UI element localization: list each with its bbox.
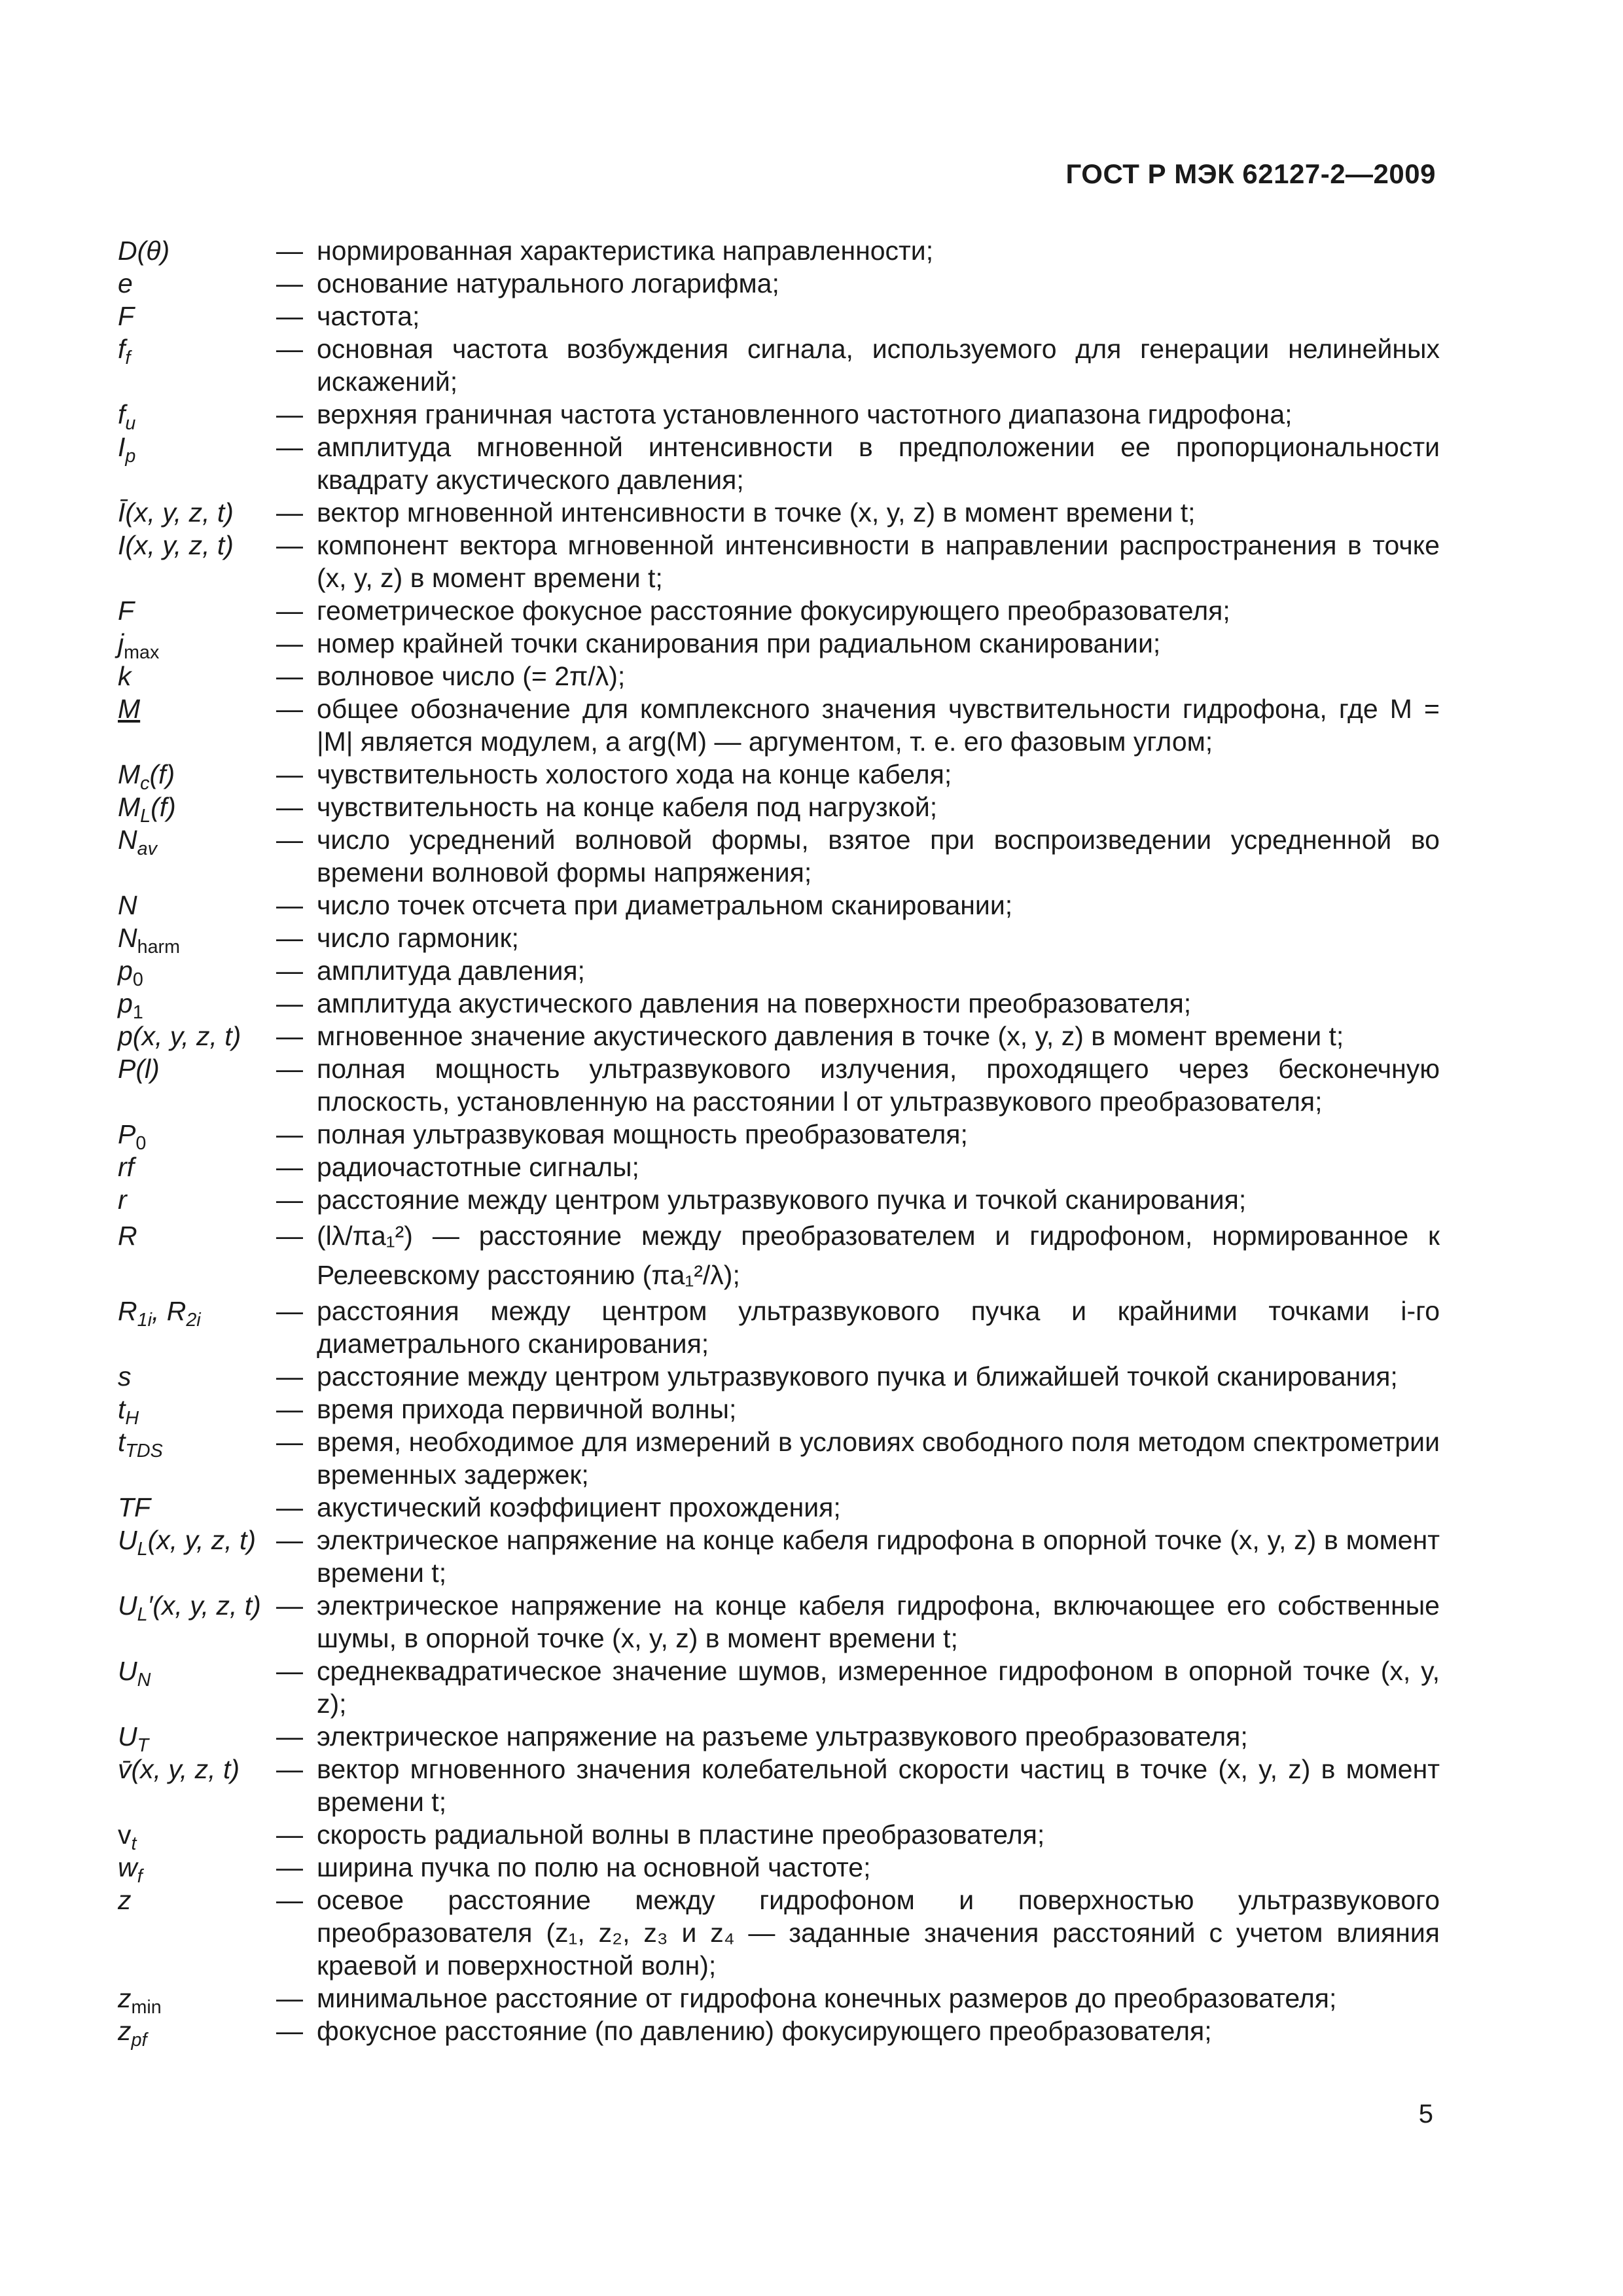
definition-row: [118, 332, 1440, 398]
symbol-subscript: H: [125, 1408, 139, 1429]
dash: —: [276, 1394, 303, 1424]
dash: —: [276, 1021, 303, 1051]
description: скорость радиальной волны в пластине преобразователя;: [317, 1820, 1045, 1850]
dash: —: [276, 1221, 303, 1251]
description: компонент вектора мгновенной интенсивности в направлении распространения в точке (x, y, z) в момент времени t;: [317, 530, 1440, 593]
symbol: [118, 332, 276, 369]
description: вектор мгновенной интенсивности в точке (x, y, z) в момент времени t;: [317, 497, 1196, 528]
definition-row: [118, 431, 1440, 496]
symbol: [118, 398, 276, 435]
symbol-base: t: [118, 1427, 126, 1457]
definition-row: [118, 398, 1440, 435]
symbol: R: [118, 1221, 137, 1251]
symbol: [118, 1426, 276, 1462]
symbol: [118, 791, 276, 827]
description: полная ультразвуковая мощность преобразователя;: [317, 1119, 968, 1149]
symbol: [118, 954, 276, 991]
symbol: [118, 987, 276, 1024]
definition-row: [118, 1524, 1440, 1589]
description: радиочастотные сигналы;: [317, 1152, 639, 1182]
symbol: rf: [118, 1152, 135, 1182]
dash: —: [276, 694, 303, 724]
symbol-subscript: harm: [137, 937, 180, 958]
dash: —: [276, 661, 303, 691]
definition-row: [118, 234, 1440, 267]
definition-row: [118, 823, 1440, 889]
description: амплитуда давления;: [317, 956, 585, 986]
dash: —: [276, 1820, 303, 1850]
definition-row: [118, 1216, 1440, 1295]
description: электрическое напряжение на разъеме ультразвукового преобразователя;: [317, 1721, 1248, 1751]
definition-row: [118, 1655, 1440, 1720]
description: расстояние между центром ультразвукового пучка и точкой сканирования;: [317, 1185, 1247, 1215]
description: основная частота возбуждения сигнала, используемого для генерации нелинейных искажений;: [317, 334, 1440, 397]
symbol-subscript: 1: [132, 1002, 143, 1024]
symbol-subscript: p: [125, 446, 136, 467]
dash: —: [276, 1525, 303, 1555]
symbol: [118, 1524, 276, 1560]
description: волновое число (= 2π/λ);: [317, 661, 626, 691]
definition-row: [118, 889, 1440, 922]
definition-row: [118, 1753, 1440, 1818]
description: осевое расстояние между гидрофоном и поверхностью ультразвукового преобразователя (z₁, z₂, z₃ и z₄ — заданные значения расстояний с учетом влияния краевой и поверхностной волн);: [317, 1885, 1440, 1981]
symbol: D(θ): [118, 236, 170, 266]
symbol-base: N: [118, 923, 137, 953]
symbol-subscript: L: [137, 1604, 148, 1626]
description: чувствительность холостого хода на конце кабеля;: [317, 759, 952, 789]
definition-row: [118, 922, 1440, 958]
symbol-base: z: [118, 1983, 132, 2013]
symbol-base: U: [118, 1721, 137, 1751]
definition-row: [118, 660, 1440, 692]
definition-row: [118, 692, 1440, 758]
definition-row: [118, 1052, 1440, 1118]
description: электрическое напряжение на конце кабеля гидрофона в опорной точке (x, y, z) в момент времени t;: [317, 1525, 1440, 1588]
description: число точек отсчета при диаметральном сканировании;: [317, 890, 1013, 920]
description: число усреднений волновой формы, взятое при воспроизведении усредненной во времени волновой формы напряжения;: [317, 825, 1440, 888]
definition-row: [118, 1295, 1440, 1360]
symbol-base: U: [118, 1656, 137, 1686]
symbol-base: w: [118, 1852, 137, 1882]
symbol-subscript: pf: [131, 2030, 147, 2051]
definition-row: [118, 791, 1440, 827]
dash: —: [276, 792, 303, 822]
symbol: [118, 1393, 276, 1429]
symbol-tail: (f): [151, 792, 176, 822]
dash: —: [276, 1361, 303, 1391]
symbol: r: [118, 1185, 127, 1215]
symbol: v̄(x, y, z, t): [118, 1754, 240, 1784]
dash: —: [276, 1492, 303, 1522]
description: амплитуда акустического давления на поверхности преобразователя;: [317, 988, 1192, 1018]
definition-row: [118, 1982, 1440, 2018]
dash: —: [276, 1656, 303, 1686]
symbol-base: f: [118, 334, 126, 364]
dash: —: [276, 530, 303, 560]
symbol: I(x, y, z, t): [118, 530, 234, 560]
dash: —: [276, 1590, 303, 1621]
symbol-subscript: f: [137, 1866, 143, 1888]
symbol: [118, 922, 276, 958]
symbol-subscript: f: [125, 348, 131, 369]
dash: —: [276, 1983, 303, 2013]
definition-row: [118, 1183, 1440, 1216]
description: электрическое напряжение на конце кабеля гидрофона, включающее его собственные шумы, в опорной точке (x, y, z) в момент времени t;: [317, 1590, 1440, 1653]
definition-row: [118, 2015, 1440, 2051]
symbol: [118, 431, 276, 467]
description: частота;: [317, 301, 420, 331]
symbol: F: [118, 596, 135, 626]
symbol-base: U: [118, 1590, 137, 1621]
symbol-subscript: 0: [135, 1133, 147, 1155]
description: (lλ/πa₁²) — расстояние между преобразователем и гидрофоном, нормированное к Релеевскому расстоянию (πa₁²/λ);: [317, 1221, 1440, 1290]
dash: —: [276, 759, 303, 789]
symbol: [118, 1655, 276, 1691]
symbol: TF: [118, 1492, 151, 1522]
description: расстояние между центром ультразвукового пучка и ближайшей точкой сканирования;: [317, 1361, 1398, 1391]
definition-row: [118, 1884, 1440, 1982]
definition-row: [118, 1118, 1440, 1155]
definition-row: [118, 1426, 1440, 1491]
symbol-tail: (x, y, z, t): [147, 1525, 257, 1555]
symbol-base: N: [118, 825, 137, 855]
definition-row: [118, 496, 1440, 529]
description: время прихода первичной волны;: [317, 1394, 737, 1424]
symbol-tail: ′(x, y, z, t): [147, 1590, 261, 1621]
dash: —: [276, 432, 303, 462]
symbol-subscript: t: [131, 1833, 137, 1855]
symbol-base: R: [118, 1296, 137, 1326]
definition-row: [118, 1151, 1440, 1183]
symbol: [118, 2015, 276, 2051]
dash: —: [276, 628, 303, 658]
description: время, необходимое для измерений в условиях свободного поля методом спектрометрии временных задержек;: [317, 1427, 1440, 1490]
symbol-subscript: T: [137, 1735, 149, 1757]
dash: —: [276, 334, 303, 364]
symbol: M: [118, 694, 141, 724]
description: минимальное расстояние от гидрофона конечных размеров до преобразователя;: [317, 1983, 1337, 2013]
symbol: [118, 1982, 276, 2018]
symbol-base: U: [118, 1525, 137, 1555]
document-header: ГОСТ Р МЭК 62127-2—2009: [1065, 158, 1436, 189]
definition-row: [118, 1491, 1440, 1524]
symbol: [118, 1118, 276, 1155]
definition-row: [118, 1589, 1440, 1655]
description: общее обозначение для комплексного значения чувствительности гидрофона, где M = |M| является модулем, а arg(M) — аргументом, т. е. его фазовым углом;: [317, 694, 1440, 757]
symbol-subscript: 1i: [137, 1310, 152, 1331]
definition-row: [118, 594, 1440, 627]
dash: —: [276, 268, 303, 298]
symbol-subscript-2: 2i: [186, 1310, 201, 1331]
symbol: p(x, y, z, t): [118, 1021, 241, 1051]
description: полная мощность ультразвукового излучения, проходящего через бесконечную плоскость, установленную на расстоянии l от ультразвукового преобразователя;: [317, 1054, 1440, 1117]
description: фокусное расстояние (по давлению) фокусирующего преобразователя;: [317, 2016, 1212, 2046]
symbol: F: [118, 301, 135, 331]
dash: —: [276, 956, 303, 986]
definition-row: [118, 1393, 1440, 1429]
dash: —: [276, 1185, 303, 1215]
dash: —: [276, 890, 303, 920]
dash: —: [276, 1721, 303, 1751]
definition-row: [118, 758, 1440, 795]
symbol: [118, 1295, 276, 1331]
dash: —: [276, 1427, 303, 1457]
definitions-list: [118, 234, 1440, 2051]
symbol: [118, 1851, 276, 1888]
definition-row: [118, 1818, 1440, 1855]
symbol: P(l): [118, 1054, 160, 1084]
description: чувствительность на конце кабеля под нагрузкой;: [317, 792, 938, 822]
page-number: 5: [1418, 2100, 1433, 2128]
description: номер крайней точки сканирования при радиальном сканировании;: [317, 628, 1161, 658]
description: вектор мгновенного значения колебательной скорости частиц в точке (x, y, z) в момент времени t;: [317, 1754, 1440, 1817]
dash: —: [276, 236, 303, 266]
dash: —: [276, 399, 303, 429]
symbol-subscript: N: [137, 1670, 151, 1691]
dash: —: [276, 1119, 303, 1149]
description: амплитуда мгновенной интенсивности в предположении ее пропорциональности квадрату акустического давления;: [317, 432, 1440, 495]
dash: —: [276, 301, 303, 331]
description: число гармоник;: [317, 923, 519, 953]
symbol-base: M: [118, 792, 141, 822]
symbol: e: [118, 268, 133, 298]
symbol-base: f: [118, 399, 126, 429]
symbol-base: j: [118, 628, 124, 658]
dash: —: [276, 1852, 303, 1882]
symbol-subscript: min: [131, 1997, 162, 2018]
description: акустический коэффициент прохождения;: [317, 1492, 841, 1522]
symbol-subscript: u: [125, 413, 136, 435]
definition-row: [118, 627, 1440, 664]
symbol-base: t: [118, 1394, 126, 1424]
dash: —: [276, 1054, 303, 1084]
symbol: [118, 758, 276, 795]
symbol-subscript: max: [124, 642, 160, 664]
definition-row: [118, 1020, 1440, 1052]
symbol-base: v: [118, 1820, 132, 1850]
dash: —: [276, 923, 303, 953]
symbol: [118, 627, 276, 664]
symbol-subscript: av: [137, 838, 157, 860]
symbol-base: p: [118, 988, 133, 1018]
dash: —: [276, 596, 303, 626]
symbol: Ī(x, y, z, t): [118, 497, 234, 528]
definition-row: [118, 1720, 1440, 1757]
dash: —: [276, 497, 303, 528]
symbol-subscript: TDS: [125, 1441, 163, 1462]
definition-row: [118, 954, 1440, 991]
symbol: k: [118, 661, 132, 691]
dash: —: [276, 2016, 303, 2046]
description: основание натурального логарифма;: [317, 268, 779, 298]
dash: —: [276, 1296, 303, 1326]
dash: —: [276, 1754, 303, 1784]
symbol-base: P: [118, 1119, 136, 1149]
symbol: N: [118, 890, 137, 920]
definition-row: [118, 267, 1440, 300]
definition-row: [118, 1360, 1440, 1393]
definition-row: [118, 300, 1440, 332]
dash: —: [276, 825, 303, 855]
symbol-base: z: [118, 2016, 132, 2046]
description: среднеквадратическое значение шумов, измеренное гидрофоном в опорной точке (x, y, z);: [317, 1656, 1440, 1719]
dash: —: [276, 1152, 303, 1182]
symbol-subscript: L: [140, 806, 151, 827]
description: верхняя граничная частота установленного частотного диапазона гидрофона;: [317, 399, 1293, 429]
symbol-subscript: L: [137, 1539, 148, 1560]
symbol: [118, 1818, 276, 1855]
symbol: s: [118, 1361, 132, 1391]
description: геометрическое фокусное расстояние фокусирующего преобразователя;: [317, 596, 1230, 626]
symbol-subscript: c: [140, 773, 150, 795]
symbol: [118, 1589, 276, 1626]
description: ширина пучка по полю на основной частоте;: [317, 1852, 871, 1882]
symbol-tail: (f): [149, 759, 175, 789]
symbol-base: p: [118, 956, 133, 986]
symbol-subscript: 0: [132, 969, 143, 991]
symbol: [118, 1720, 276, 1757]
definition-row: [118, 987, 1440, 1024]
symbol-base: I: [118, 432, 126, 462]
symbol-tail: , R: [151, 1296, 187, 1326]
description: расстояния между центром ультразвукового пучка и крайними точками i-го диаметрального сканирования;: [317, 1296, 1440, 1359]
symbol: z: [118, 1885, 132, 1915]
dash: —: [276, 988, 303, 1018]
definition-row: [118, 1851, 1440, 1888]
description: мгновенное значение акустического давления в точке (x, y, z) в момент времени t;: [317, 1021, 1344, 1051]
description: нормированная характеристика направленности;: [317, 236, 934, 266]
symbol-base: M: [118, 759, 141, 789]
dash: —: [276, 1885, 303, 1915]
symbol: [118, 823, 276, 860]
definition-row: [118, 529, 1440, 594]
